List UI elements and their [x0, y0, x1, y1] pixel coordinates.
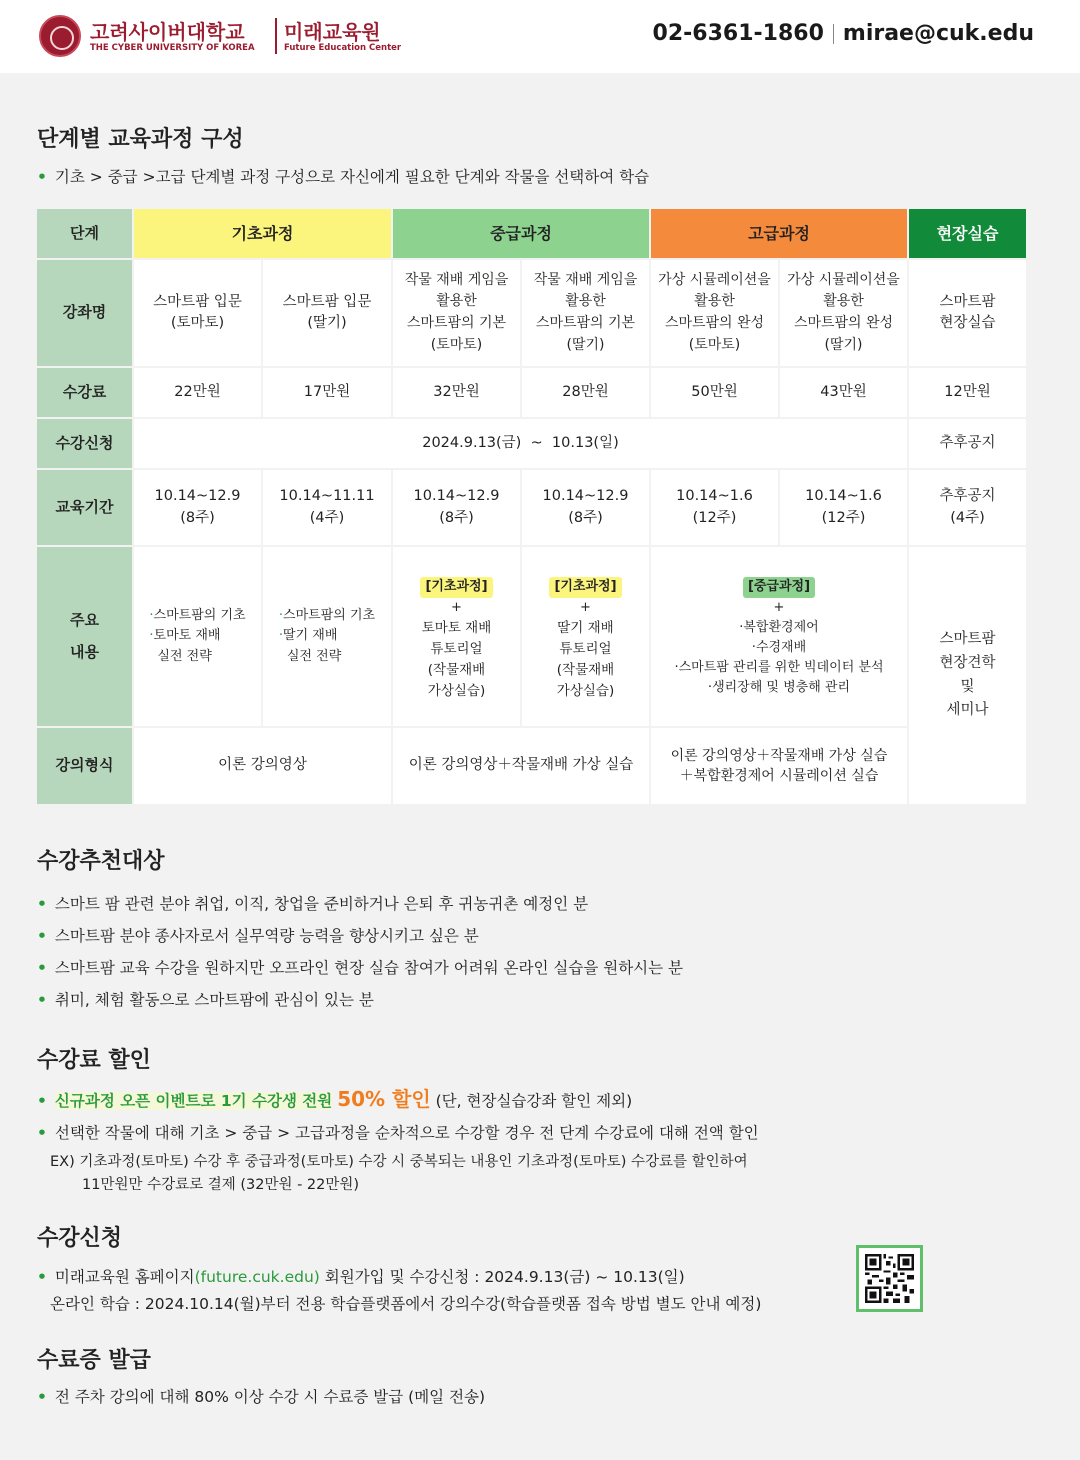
content-basic-strawberry: ·스마트팜의 기초 ·딸기 재배 실전 전략 [263, 547, 391, 726]
certificate-title: 수료증 발급 [37, 1348, 151, 1373]
logo-divider [275, 18, 277, 54]
discount-example-2: 11만원만 수강료로 결제 (32만원 - 22만원) [82, 1177, 360, 1193]
contact-info [653, 21, 1034, 46]
target-item: • 스마트팜 교육 수강을 원하지만 오프라인 현장 실습 참여가 어려워 온라인 실습을 원하시는 분 [37, 959, 684, 977]
apply-title: 수강신청 [37, 1226, 123, 1251]
apply-item: • 미래교육원 홈페이지(future.cuk.edu) 회원가입 및 수강신청 : 2024.9.13(금) ~ 10.13(일) [37, 1268, 685, 1286]
fee-cell: 32만원 [393, 368, 520, 417]
period-cell: 10.14~12.9 (8주) [393, 470, 520, 545]
university-name: 고려사이버대학교 [90, 20, 245, 44]
discount-note: (단, 현장실습강좌 할인 제외) [435, 1092, 633, 1110]
bullet-dot-icon: • [37, 927, 47, 945]
discount-example-1: EX) 기초과정(토마토) 수강 후 중급과정(토마토) 수강 시 중복되는 내용인 기초과정(토마토) 수강료를 할인하여 [50, 1154, 748, 1170]
bullet-dot-icon: • [37, 1124, 47, 1142]
bullet-dot-icon: • [37, 959, 47, 977]
discount-item-sequential: • 선택한 작물에 대해 기초 > 중급 > 고급과정을 순차적으로 수강할 경우 전 단계 수강료에 대해 전액 할인 [37, 1124, 759, 1142]
prereq-tag: [기초과정] [549, 577, 621, 598]
header-basic: 기초과정 [134, 209, 391, 258]
qr-code-icon[interactable] [856, 1245, 923, 1312]
center-name-en: Future Education Center [284, 43, 402, 53]
header-step: 단계 [37, 209, 132, 258]
bullet-dot-icon: • [37, 1268, 47, 1286]
rowhead-content: 주요 내용 [37, 547, 132, 726]
target-title: 수강추천대상 [37, 849, 165, 874]
content-mid-strawberry: [기초과정] + 딸기 재배 튜토리얼 (작물재배 가상실습) [522, 547, 649, 726]
fee-cell: 17만원 [263, 368, 391, 417]
format-adv: 이론 강의영상＋작물재배 가상 실습 ＋복합환경제어 시뮬레이션 실습 [651, 728, 907, 804]
bullet-dot-icon: • [37, 991, 47, 1009]
homepage-link[interactable]: (future.cuk.edu) [194, 1268, 320, 1286]
period-cell: 10.14~12.9 (8주) [134, 470, 261, 545]
prereq-tag: [기초과정] [420, 577, 492, 598]
bullet-dot-icon: • [37, 1388, 47, 1406]
bullet-dot-icon: • [37, 895, 47, 913]
apply-field-cell: 추후공지 [909, 419, 1026, 468]
prereq-tag: [중급과정] [743, 577, 815, 598]
rowhead-fee: 수강료 [37, 368, 132, 417]
period-cell: 10.14~12.9 (8주) [522, 470, 649, 545]
period-cell: 10.14~1.6 (12주) [780, 470, 907, 545]
header-adv: 고급과정 [651, 209, 907, 258]
curriculum-bullet: • 기초 > 중급 >고급 단계별 과정 구성으로 자신에게 필요한 단계와 작물을 선택하여 학습 [37, 168, 650, 186]
curriculum-table [37, 209, 1026, 804]
contact-divider [833, 24, 834, 44]
period-cell: 10.14~1.6 (12주) [651, 470, 778, 545]
header-field: 현장실습 [909, 209, 1026, 258]
discount-percent: 50% 할인 [337, 1087, 431, 1111]
phone-number[interactable]: 02-6361-1860 [652, 21, 824, 46]
fee-cell: 22만원 [134, 368, 261, 417]
content-field: 스마트팜 현장견학 및 세미나 [909, 547, 1026, 804]
course-cell: 작물 재배 게임을 활용한 스마트팜의 기본 (토마토) [393, 260, 520, 366]
apply-period-cell: 2024.9.13(금) ~ 10.13(일) [134, 419, 907, 468]
rowhead-apply: 수강신청 [37, 419, 132, 468]
discount-item-event [37, 1083, 632, 1112]
course-cell: 스마트팜 입문 (토마토) [134, 260, 261, 366]
rowhead-format: 강의형식 [37, 728, 132, 804]
course-cell: 스마트팜 입문 (딸기) [263, 260, 391, 366]
period-cell: 10.14~11.11 (4주) [263, 470, 391, 545]
course-cell: 가상 시뮬레이션을 활용한 스마트팜의 완성 (딸기) [780, 260, 907, 366]
certificate-item: • 전 주차 강의에 대해 80% 이상 수강 시 수료증 발급 (메일 전송) [37, 1388, 486, 1406]
format-basic: 이론 강의영상 [134, 728, 391, 804]
target-item: • 스마트팜 분야 종사자로서 실무역량 능력을 향상시키고 싶은 분 [37, 927, 479, 945]
curriculum-title: 단계별 교육과정 구성 [37, 127, 244, 152]
header-mid: 중급과정 [393, 209, 649, 258]
fee-cell: 12만원 [909, 368, 1026, 417]
center-name: 미래교육원 [284, 20, 381, 44]
period-cell: 추후공지 (4주) [909, 470, 1026, 545]
fee-cell: 43만원 [780, 368, 907, 417]
bullet-dot-icon: • [37, 168, 47, 186]
target-item: • 취미, 체험 활동으로 스마트팜에 관심이 있는 분 [37, 991, 374, 1009]
rowhead-period: 교육기간 [37, 470, 132, 545]
university-seal-icon [39, 15, 81, 57]
bullet-dot-icon: • [37, 1092, 47, 1110]
content-basic-tomato: ·스마트팜의 기초 ·토마토 재배 실전 전략 [134, 547, 261, 726]
target-item: • 스마트 팜 관련 분야 취업, 이직, 창업을 준비하거나 은퇴 후 귀농귀촌 예정인 분 [37, 895, 589, 913]
content-adv: [중급과정] + ·복합환경제어 ·수경재배 ·스마트팜 관리를 위한 빅데이터 분석 ·생리장해 및 병충해 관리 [651, 547, 907, 726]
format-mid: 이론 강의영상＋작물재배 가상 실습 [393, 728, 649, 804]
discount-title: 수강료 할인 [37, 1048, 151, 1073]
event-highlight: 신규과정 오픈 이벤트로 1기 수강생 전원 [54, 1092, 333, 1110]
content-mid-tomato: [기초과정] + 토마토 재배 튜토리얼 (작물재배 가상실습) [393, 547, 520, 726]
page-header [0, 0, 1080, 73]
email-address[interactable]: mirae@cuk.edu [842, 21, 1034, 46]
rowhead-course: 강좌명 [37, 260, 132, 366]
apply-online-line: 온라인 학습 : 2024.10.14(월)부터 전용 학습플랫폼에서 강의수강(학습플랫폼 접속 방법 별도 안내 예정) [50, 1295, 762, 1313]
course-cell: 스마트팜 현장실습 [909, 260, 1026, 366]
course-cell: 가상 시뮬레이션을 활용한 스마트팜의 완성 (토마토) [651, 260, 778, 366]
course-cell: 작물 재배 게임을 활용한 스마트팜의 기본 (딸기) [522, 260, 649, 366]
university-name-en: THE CYBER UNIVERSITY OF KOREA [90, 43, 255, 53]
fee-cell: 28만원 [522, 368, 649, 417]
fee-cell: 50만원 [651, 368, 778, 417]
